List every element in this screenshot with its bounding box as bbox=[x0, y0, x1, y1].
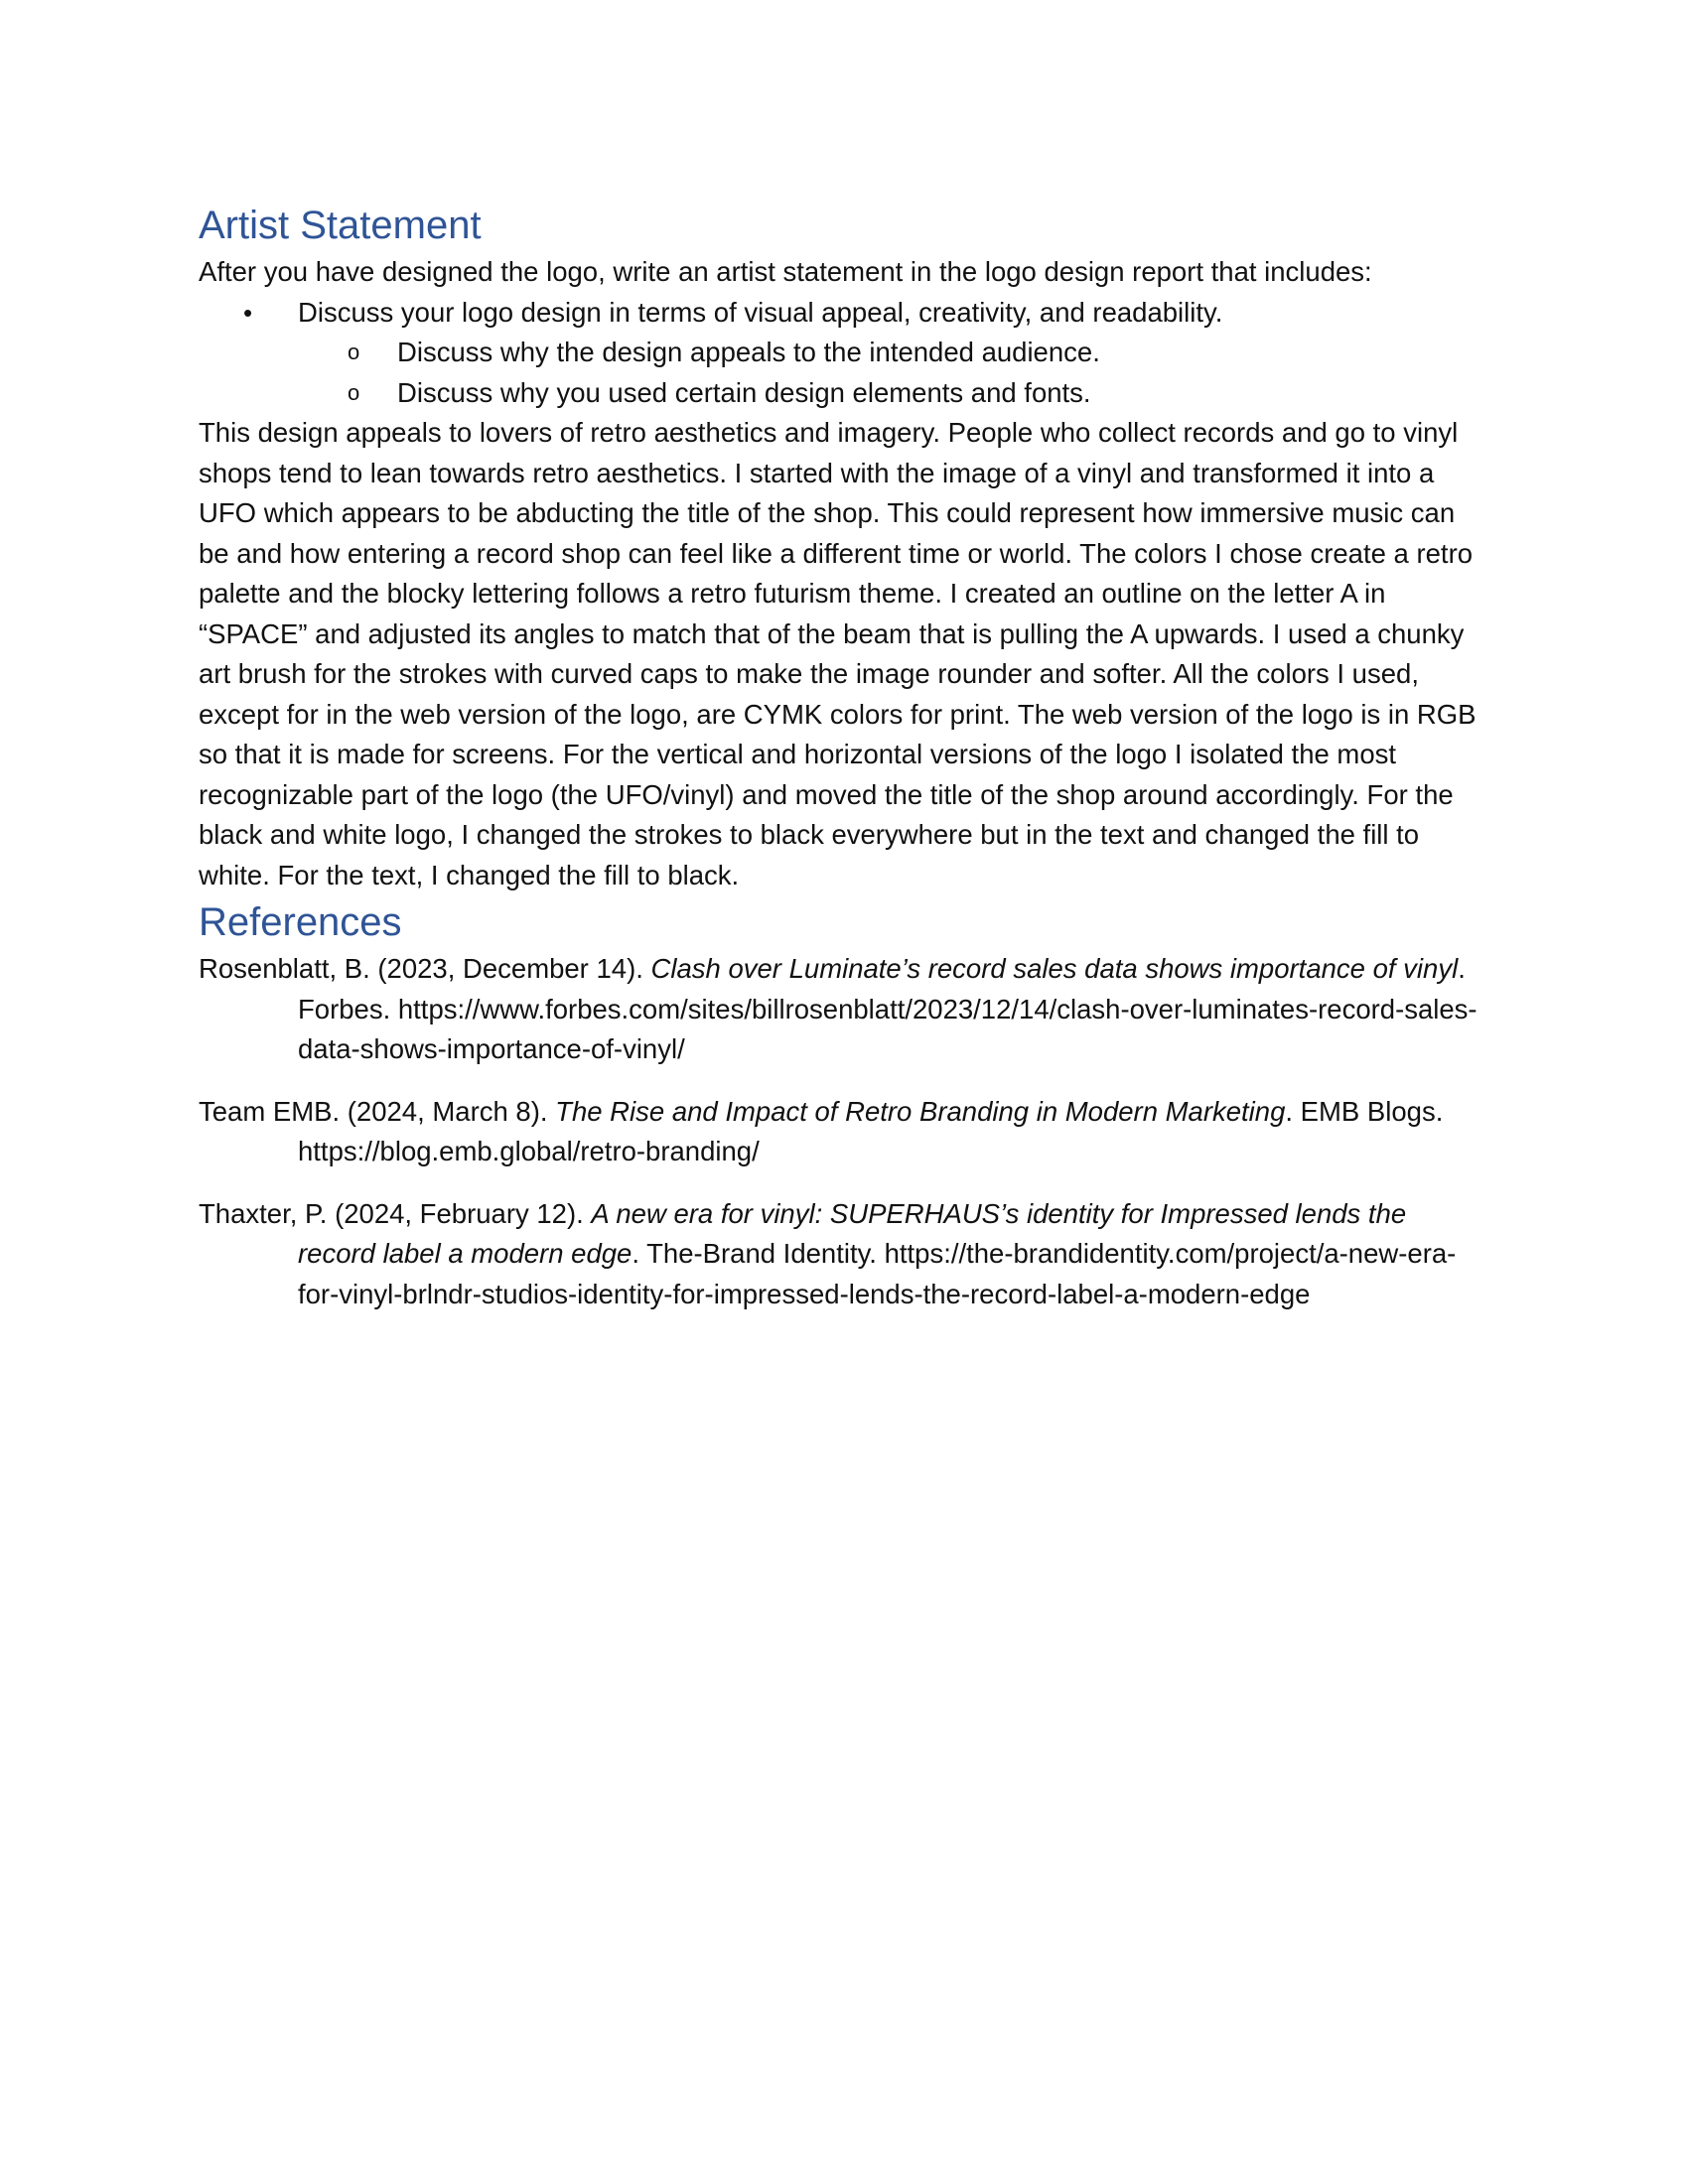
requirement-text: Discuss your logo design in terms of visual appeal, creativity, and readability. bbox=[298, 296, 1223, 328]
sub-requirement-text: Discuss why the design appeals to the intended audience. bbox=[397, 337, 1100, 367]
reference-authors-date: Thaxter, P. (2024, February 12). bbox=[199, 1197, 592, 1229]
requirements-list bbox=[199, 293, 1489, 414]
sub-bullet-marker: o bbox=[348, 379, 360, 405]
requirement-bullet bbox=[199, 293, 1489, 334]
artist-statement-intro: After you have designed the logo, write an artist statement in the logo design report that includes: bbox=[199, 256, 1372, 287]
bullet-marker: • bbox=[243, 297, 253, 328]
sub-requirement bbox=[199, 373, 1489, 414]
references-heading: References bbox=[199, 900, 402, 944]
reference-authors-date: Team EMB. (2024, March 8). bbox=[199, 1095, 556, 1127]
reference-title: Clash over Luminate’s record sales data shows importance of vinyl bbox=[650, 953, 1459, 984]
reference-authors-date: Rosenblatt, B. (2023, December 14). bbox=[199, 953, 651, 984]
sub-bullet-marker: o bbox=[348, 340, 360, 364]
sub-requirement bbox=[199, 333, 1489, 373]
reference-entry bbox=[199, 949, 1489, 1070]
sub-requirement-text: Discuss why you used certain design elements and fonts. bbox=[397, 376, 1091, 408]
reference-source: . Forbes. https://www.forbes.com/sites/billrosenblatt/2023/12/14/clash-over-luminates-record-sales-data-shows-importance-of-vinyl/ bbox=[298, 953, 1477, 1064]
artist-statement-heading: Artist Statement bbox=[199, 204, 482, 247]
artist-statement-body: This design appeals to lovers of retro aesthetics and imagery. People who collect records and go to vinyl shops tend to lean towards retro aesthetics. I started with the image of a vinyl and transformed it into a UFO which appears to be abducting the title of the shop. This could represent how immersive music can be and how entering a record shop can feel like a different time or world. The colors I chose create a retro palette and the blocky lettering follows a retro futurism theme. I created an outline on the letter A in “SPACE” and adjusted its angles to match that of the beam that is pulling the A upwards. I used a chunky art brush for the strokes with curved caps to make the image rounder and softer. All the colors I used, except for in the web version of the logo, are CYMK colors for print. The web version of the logo is in RGB so that it is made for screens. For the vertical and horizontal versions of the logo I isolated the most recognizable part of the logo (the UFO/vinyl) and moved the title of the shop around accordingly. For the black and white logo, I changed the strokes to black everywhere but in the text and changed the fill to white. For the text, I changed the fill to black. bbox=[199, 417, 1477, 890]
page-content bbox=[199, 199, 1489, 1336]
reference-source: . EMB Blogs. https://blog.emb.global/retro-branding/ bbox=[298, 1095, 1444, 1166]
reference-title: The Rise and Impact of Retro Branding in Modern Marketing bbox=[555, 1095, 1286, 1127]
reference-entry bbox=[199, 1194, 1489, 1315]
reference-entry bbox=[199, 1092, 1489, 1172]
reference-title: A new era for vinyl: SUPERHAUS’s identity for Impressed lends the record label a modern edge bbox=[298, 1197, 1407, 1269]
reference-source: . The-Brand Identity. https://the-brandidentity.com/project/a-new-era-for-vinyl-brlndr-studios-identity-for-impressed-lends-the-record-label-a-modern-edge bbox=[298, 1238, 1457, 1309]
